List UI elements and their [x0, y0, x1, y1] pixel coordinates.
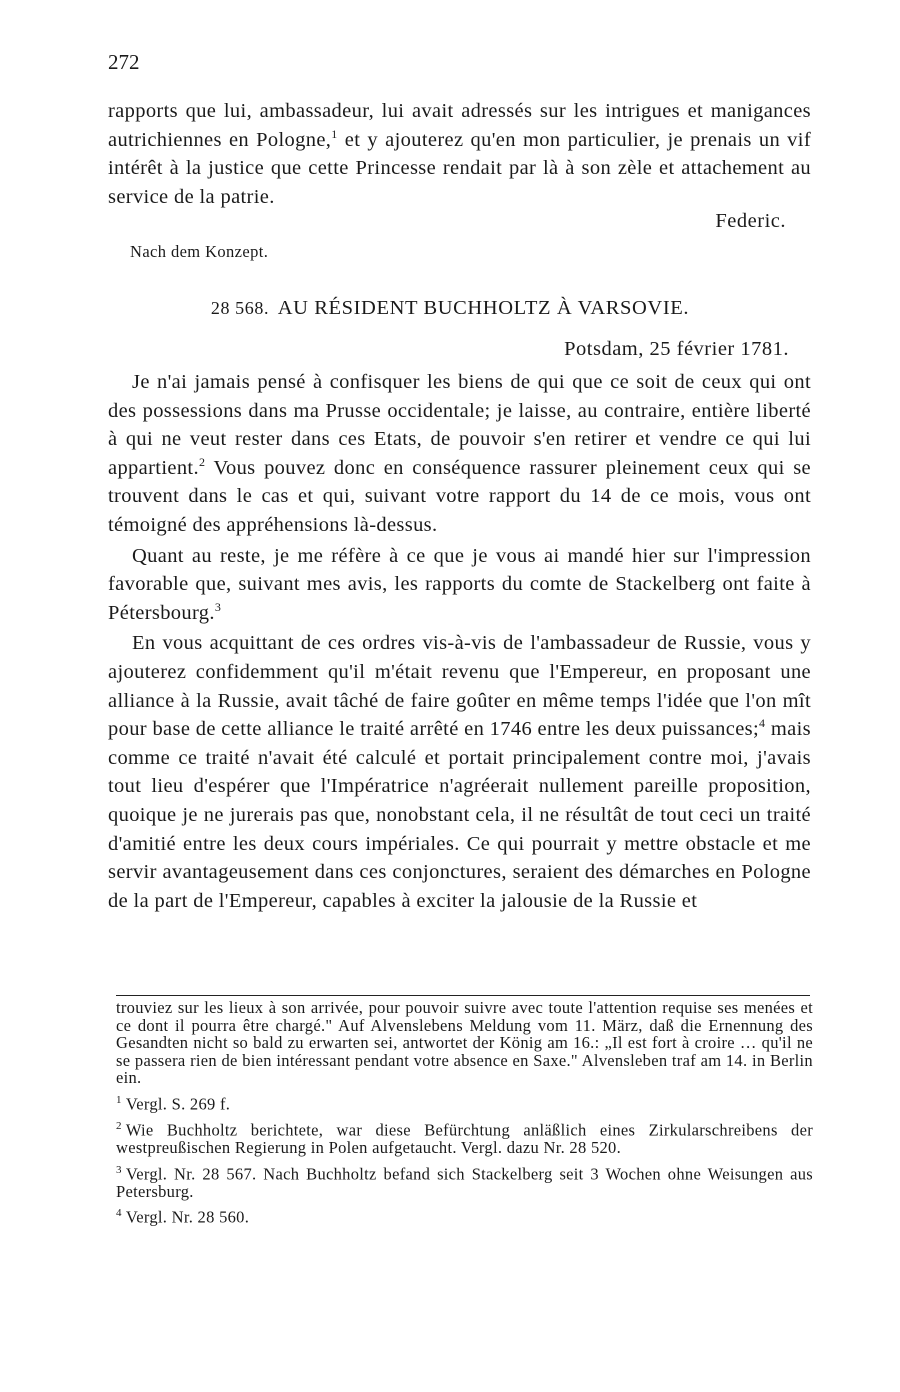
paragraph: rapports que lui, ambassadeur, lui avait adressés sur les intrigues et manigances autrichiennes en Pologne,$^1$ et y ajouterez qu'en mon particulier, je prenais un vif intérêt à la justice que cette Princesse rendait par là à son zèle et attachement au service de la patrie.	[108, 100, 811, 208]
footnote-mark: 2	[116, 1120, 122, 1133]
footnote-divider	[116, 995, 810, 996]
footnotes	[116, 999, 813, 1227]
footnote: $^3$ Vergl. Nr. 28 567. Nach Buchholtz befand sich Stackelberg seit 3 Wochen ohne Weisungen aus Petersburg.	[116, 1163, 813, 1201]
continued-paragraph	[108, 97, 811, 211]
paragraph: Quant au reste, je me réfère à ce que je vous ai mandé hier sur l'impression favorable que, suivant mes avis, les rapports du comte de Stackelberg ont faite à Pétersbourg.$^3$	[108, 544, 811, 624]
footnote: $^4$ Vergl. Nr. 28 560.	[116, 1207, 250, 1227]
page-number: 272	[108, 50, 140, 74]
footnote: $^2$ Wie Buchholtz berichtete, war diese Befürchtung anläßlich eines Zirkularschreibens der westpreußischen Regierung in Polen aufgetaucht. Vergl. dazu Nr. 28 520.	[116, 1120, 813, 1158]
footnote-mark: 4	[116, 1207, 122, 1220]
footnote-reference: 3	[214, 599, 222, 614]
paragraph: Je n'ai jamais pensé à confisquer les biens de qui que ce soit de ceux qui ont des possessions dans ma Prusse occidentale; je laisse, au contraire, entière liberté à qui ne veut rester dans ces Etats, de pouvoir s'en retirer et vendre ce qui lui appartient.$^2$ Vous pouvez donc en conséquence rassurer pleinement ceux qui se trouvent dans le cas et qui, suivant votre rapport du 14 de ce mois, vous ont témoigné des appréhensions là-dessus.	[108, 371, 811, 536]
letter-body	[108, 368, 811, 915]
letter-title: AU RÉSIDENT BUCHHOLTZ À VARSOVIE.	[277, 297, 690, 319]
footnote-mark: 1	[116, 1093, 122, 1106]
paragraph: En vous acquittant de ces ordres vis-à-vis de l'ambassadeur de Russie, vous y ajouterez confidemment qu'il m'était revenu que l'Empereur, en proposant une alliance à la Russie, avait tâché de faire goûter en même temps l'idée que l'on mît pour base de cette alliance le traité arrêté en 1746 entre les deux puissances;$^4$ mais comme ce traité n'avait été calculé et portait principalement contre moi, j'avais tout lieu d'espérer que l'Impératrice n'agréerait nullement pareille proposition, quoique je ne jurerais pas que, nonobstant cela, il ne résultât de tout ceci un traité d'amitié entre les deux cours impériales. Ce qui pourrait y mettre obstacle et me servir avantageusement dans ces conjonctures, seraient des démarches en Pologne de la part de l'Empereur, capables à exciter la jalousie de la Russie et	[108, 632, 811, 912]
footnote-reference: 1	[331, 126, 338, 141]
footnote: $^1$ Vergl. S. 269 f.	[116, 1093, 231, 1114]
letter-heading	[0, 297, 900, 320]
footnote-reference: 2	[198, 454, 206, 469]
dateline: Potsdam, 25 février 1781.	[564, 338, 789, 360]
source-note: Nach dem Konzept.	[130, 242, 269, 261]
footnote-reference: 4	[759, 716, 766, 731]
footnote-mark: 3	[116, 1163, 122, 1176]
signature: Federic.	[715, 210, 786, 232]
letter-number: 28 568.	[210, 298, 270, 318]
footnote-continuation: trouviez sur les lieux à son arrivée, pour pouvoir suivre avec toute l'attention requise ses menées et ce dont il pourra être chargé." Auf Alvenslebens Meldung vom 11. März, daß die Ernennung des Gesandten nicht so bald zu erwarten sei, antwortet der König am 16.: „Il est fort à croire … qu'il ne se passera rien de bien intéressant pendant votre absence en Saxe." Alvensleben traf am 14. in Berlin ein.	[116, 998, 813, 1088]
